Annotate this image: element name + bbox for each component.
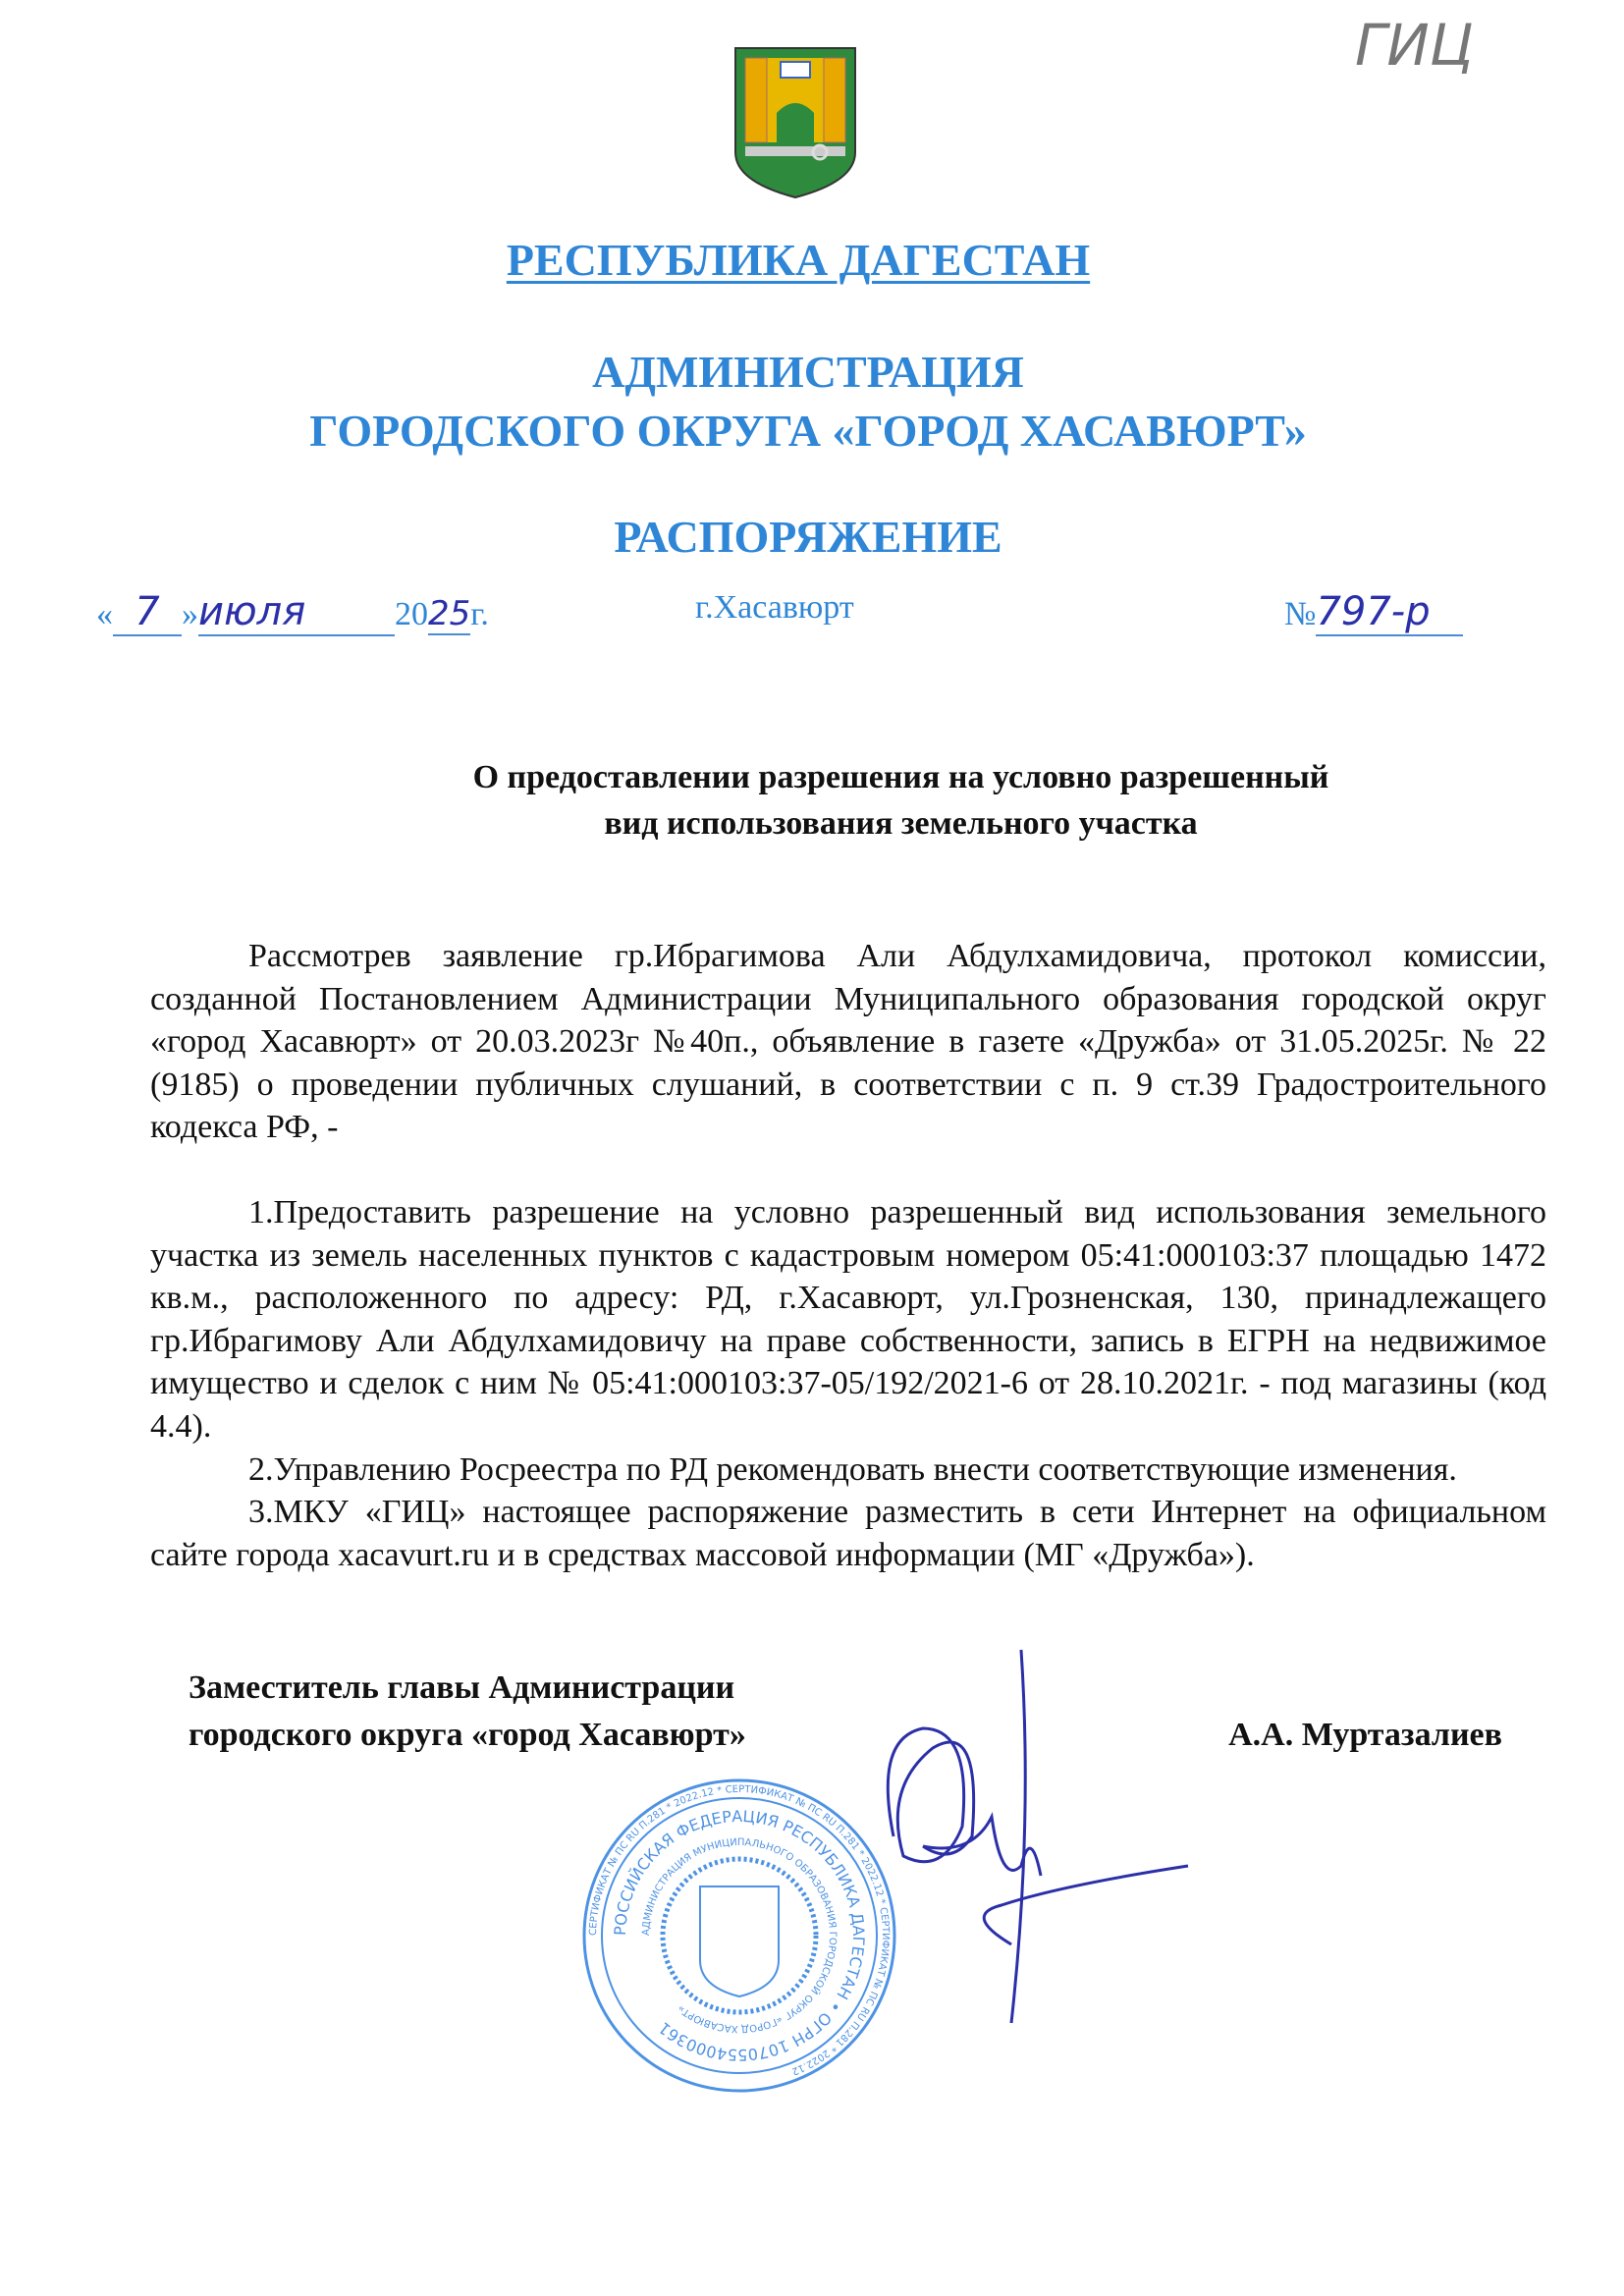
official-seal-stamp (582, 1778, 896, 2093)
order-item-3: 3.МКУ «ГИЦ» настоящее распоряжение разместить в сети Интернет на официальном сайте города xacavurt.ru и в средствах массовой информации (МГ «Дружба»). (150, 1494, 1546, 1573)
republic-heading: РЕСПУБЛИКА ДАГЕСТАН (506, 235, 1091, 285)
order-item-2: 2.Управлению Росреестра по РД рекомендовать внести соответствующие изменения. (248, 1450, 1457, 1488)
svg-text:АДМИНИСТРАЦИЯ МУНИЦИПАЛЬНОГО О (641, 1837, 838, 2034)
document-number (1284, 589, 1463, 636)
title-line-1: О предоставлении разрешения на условно разрешенный (472, 759, 1329, 795)
stamp-outer-ring-text: СЕРТИФИКАТ № ПС RU П.281 * 2022.12 * СЕРТИФИКАТ № ПС RU П.281 * 2022.12 * СЕРТИФИКАТ № ПС RU П.281 * 2022.12 (587, 1784, 892, 2077)
preamble-text: Рассмотрев заявление гр.Ибрагимова Али Абдулхамидовича, протокол комиссии, созданной Постановлением Администрации Муниципального образования городской округ «город Хасавюрт» от 20.03.2023г №40п., объявление в газете «Дружба» от 31.05.2025г. № 22 (9185) о проведении публичных слушаний, в соответствии с п. 9 ст.39 Градостроительного кодекса РФ, - (150, 938, 1546, 1146)
document-body (150, 754, 1546, 2093)
document-date (96, 589, 489, 636)
number-label: № (1284, 596, 1317, 632)
administration-heading: АДМИНИСТРАЦИЯ (592, 347, 1024, 397)
position-line-2: городского округа «город Хасавюрт» (189, 1717, 746, 1754)
title-line-2: вид использования земельного участка (604, 805, 1198, 842)
document-type-heading: РАСПОРЯЖЕНИЕ (614, 512, 1002, 562)
date-year-prefix: 20 (395, 596, 428, 632)
handwritten-corner-note: ГИЦ (1355, 12, 1474, 79)
administration-subheading: ГОРОДСКОГО ОКРУГА «ГОРОД ХАСАВЮРТ» (309, 406, 1307, 456)
document-title (473, 754, 1329, 847)
signature-block (150, 1665, 1546, 1759)
stamp-container (582, 1778, 896, 2093)
date-day: 7 (113, 589, 182, 636)
coat-of-arms-emblem (731, 44, 859, 201)
document-city: г.Хасавюрт (695, 589, 854, 626)
handwritten-signature (864, 1630, 1218, 2043)
date-quote-open: « (96, 596, 113, 632)
signatory-position (189, 1665, 746, 1759)
stamp-inner-ring-text: АДМИНИСТРАЦИЯ МУНИЦИПАЛЬНОГО ОБРАЗОВАНИЯ ГОРОДСКОЙ ОКРУГ «ГОРОД ХАСАВЮРТ» (640, 1837, 839, 2035)
date-year-suffix: 25 (428, 594, 471, 633)
position-line-1: Заместитель главы Администрации (189, 1669, 735, 1707)
preamble-paragraph (150, 935, 1546, 1149)
date-quote-close: » (182, 596, 198, 632)
order-items (150, 1191, 1546, 1576)
date-month: июля (198, 589, 395, 636)
date-year-end: г. (470, 596, 489, 632)
signatory-name: А.А. Муртазалиев (1228, 1717, 1502, 1754)
stamp-middle-ring-text: РОССИЙСКАЯ ФЕДЕРАЦИЯ РЕСПУБЛИКА ДАГЕСТАН • ОГРН 1070554000361 (610, 1807, 869, 2065)
order-item-1: 1.Предоставить разрешение на условно разрешенный вид использования земельного участка из земель населенных пунктов с кадастровым номером 05:41:000103:37 площадью 1472 кв.м., расположенного по адресу: РД, г.Хасавюрт, ул.Грозненская, 130, принадлежащего гр.Ибрагимову Али Абдулхамидовичу на праве собственности, запись в ЕГРН на недвижимое имущество и сделок с ним № 05:41:000103:37-05/192/2021-6 от 28.10.2021г. - под магазины (код 4.4). (150, 1193, 1546, 1445)
number-value: 797-р (1316, 589, 1463, 636)
